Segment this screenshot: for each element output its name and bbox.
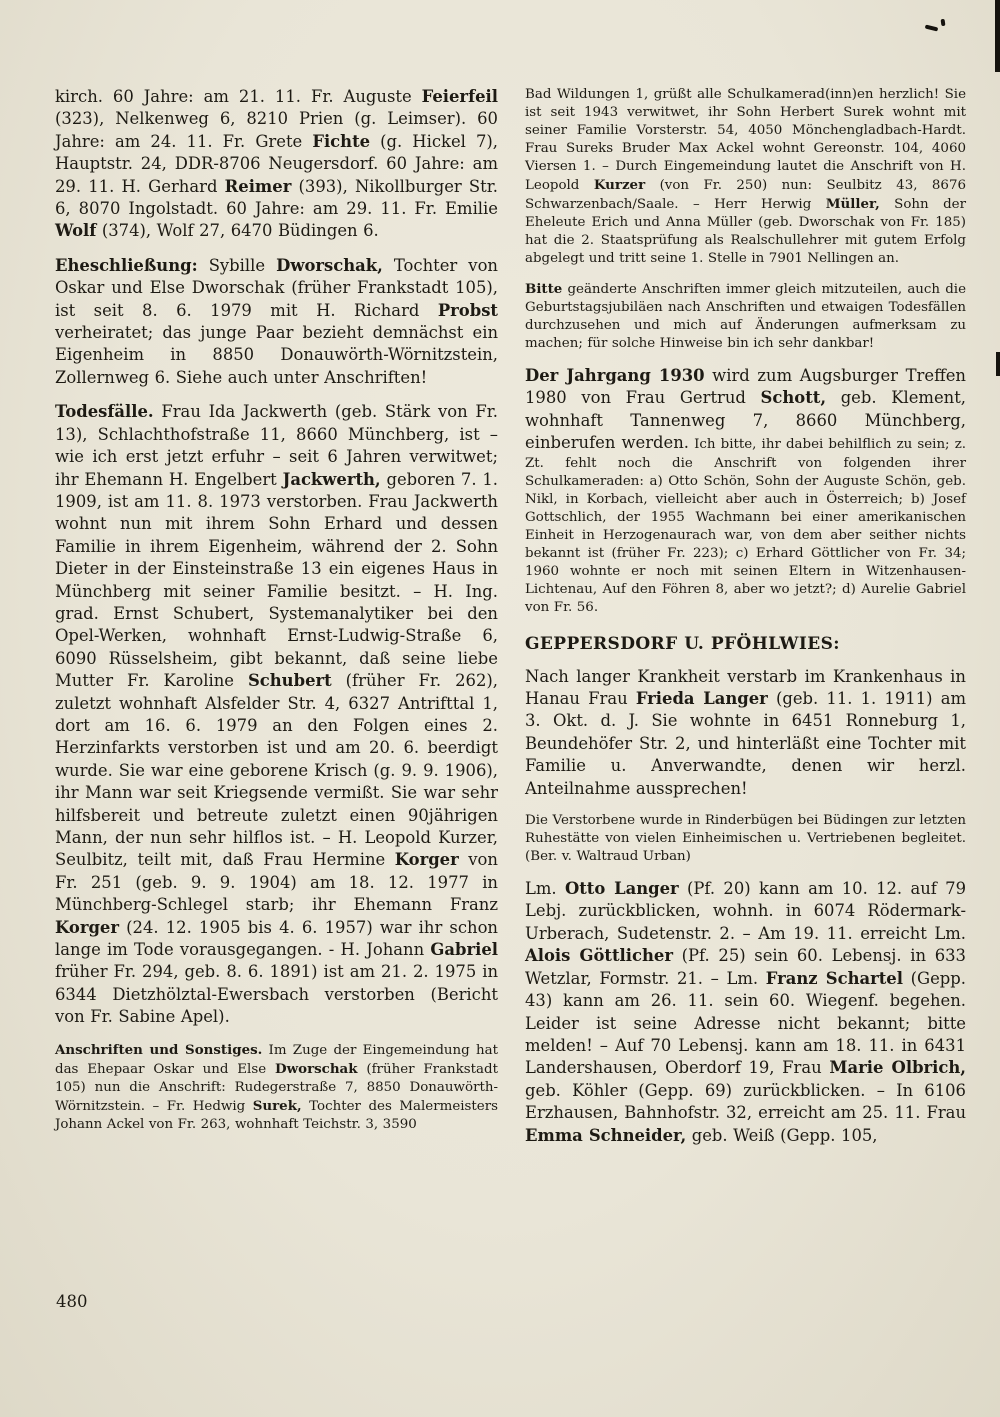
- text-run: Tochter von Oskar und Else Dworschak (früher Frankstadt 105), ist seit 8. 6. 1979 mit H. Richard: [55, 255, 498, 320]
- scan-artifact: [995, 0, 1000, 72]
- right-column: [525, 86, 966, 1159]
- text-run: (g. Hickel 7), Hauptstr. 24, DDR-8706 Neugersdorf. 60 Jahre: am 29. 11. H. Gerhard: [55, 131, 498, 196]
- text-run: Ich bitte, ihr dabei behilflich zu sein; z. Zt. fehlt noch die Anschrift von folgenden ihrer Schulkameraden: a) Otto Schön, Sohn der Auguste Schön, geb. Nikl, in Korbach, vielleicht aber auch in Österreich; b) Josef Gottschlich, der 1955 Wachmann bei einer amerikanischen Einheit in Herzogenaurach war, von dem aber seither nichts bekannt ist (früher Fr. 223); c) Erhard Göttlicher von Fr. 34; 1960 wohnte er noch mit seinen Eltern in Witzenhausen-Lichtenau, Auf den Föhren 8, aber wo jetzt?; d) Aurelie Gabriel von Fr. 56.: [525, 437, 967, 615]
- text-run: (24. 12. 1905 bis 4. 6. 1957) war ihr schon lange im Tode vorausgegangen. - H. Johann: [55, 917, 498, 960]
- text-run: Todesfälle.: [55, 402, 154, 422]
- text-run: geänderte Anschriften immer gleich mitzuteilen, auch die Geburtstagsjubiläen nach Anschriften und etwaigen Todesfällen durchzusehen und mich auf Änderungen aufmerksam zu machen; für solche Hinweise bin ich sehr dankbar!: [525, 282, 966, 351]
- text-run: Tochter des Malermeisters Johann Ackel von Fr. 263, wohnhaft Teichstr. 3, 3590: [55, 1098, 498, 1132]
- addresses-paragraph: [55, 1041, 498, 1134]
- text-run: (Gepp. 43) kann am 26. 11. sein 60. Wiegenf. begehen. Leider ist seine Adresse nicht bekannt; bitte melden! – Auf 70 Lebensj. kann am 18. 11. in 6431 Landershausen, Oberdorf 19, Frau: [525, 968, 966, 1078]
- text-run: Gabriel: [430, 940, 498, 960]
- text-run: Schubert: [247, 671, 332, 691]
- text-run: geb. Weiß (Gepp. 105,: [686, 1125, 878, 1145]
- text-run: Müller,: [825, 196, 880, 212]
- text-run: Jackwerth,: [282, 469, 381, 489]
- text-run: Dworschak: [275, 1060, 358, 1077]
- text-run: Korger: [394, 850, 459, 870]
- text-run: Feierfeil: [421, 87, 498, 106]
- text-run: Korger: [55, 917, 119, 937]
- funeral-note-paragraph: [525, 812, 966, 866]
- text-run: Wolf: [55, 221, 97, 241]
- text-run: früher Fr. 294, geb. 8. 6. 1891) ist am 21. 2. 1975 in 6344 Dietzhölztal-Ewersbach verstorben (Bericht von Fr. Sabine Apel).: [55, 962, 498, 1027]
- text-run: Emma Schneider,: [525, 1125, 687, 1145]
- jahrgang-1930-paragraph: [525, 365, 966, 617]
- text-run: Lm.: [525, 879, 565, 899]
- text-run: geb. Klement, wohnhaft Tannenweg 7, 8660 Münchberg, einberufen werden.: [525, 388, 966, 453]
- text-run: Eheschließung:: [55, 255, 198, 275]
- section-heading-geppersdorf: [525, 633, 966, 655]
- text-run: (geb. 11. 1. 1911) am 3. Okt. d. J. Sie wohnte in 6451 Ronneburg 1, Beundehöfer Str. 2, und hinterläßt eine Tochter mit Familie u. Anverwandte, denen wir herzl. Anteilnahme aussprechen!: [525, 689, 967, 798]
- text-columns: [55, 86, 966, 1159]
- deaths-paragraph: [55, 401, 498, 1028]
- text-run: Bitte: [525, 281, 563, 297]
- scan-artifact: [941, 19, 946, 26]
- scan-artifact: [996, 352, 1000, 376]
- scan-artifact: [925, 24, 939, 31]
- text-run: geboren 7. 1. 1909, ist am 11. 8. 1973 verstorben. Frau Jackwerth wohnt nun mit ihrem Sohn Erhard und dessen Familie in ihrem Eigenheim, während der 2. Sohn Dieter in der Einsteinstraße 13 ein eigenes Haus in Münchberg mit seiner Familie besitzt. – H. Ing. grad. Ernst Schubert, Systemanalytiker bei den Opel-Werken, wohnhaft Ernst-Ludwig-Straße 6, 6090 Rüsselsheim, gibt bekannt, daß seine liebe Mutter Fr. Karoline: [55, 469, 498, 691]
- text-run: wird zum Augsburger Treffen 1980 von Frau Gertrud: [525, 366, 966, 408]
- text-run: (früher Fr. 262), zuletzt wohnhaft Alsfelder Str. 4, 6327 Antrifttal 1, dort am 16. 6. 1979 an den Folgen eines 2. Herzinfarkts verstorben ist und am 20. 6. beerdigt wurde. Sie war eine geborene Krisch (g. 9. 9. 1906), ihr Mann war seit Kriegsende vermißt. Sie war sehr hilfsbereit und betreute zuletzt einen 90jährigen Mann, der nun sehr hilflos ist. – H. Leopold Kurzer, Seulbitz, teilt mit, daß Frau Hermine: [55, 671, 498, 870]
- text-run: Sybille: [197, 255, 277, 275]
- text-run: (374), Wolf 27, 6470 Büdingen 6.: [96, 221, 379, 241]
- text-run: Bad Wildungen 1, grüßt alle Schulkamerad(inn)en herzlich! Sie ist seit 1943 verwitwet, ihr Sohn Herbert Surek wohnt mit seiner Familie Vorsterstr. 54, 4050 Mönchengladbach-Hardt. Frau Sureks Bruder Max Ackel wohnt Gereonstr. 104, 4060 Viersen 1. – Durch Eingemeindung lautet die Anschrift von H. Leopold: [525, 87, 966, 193]
- text-run: Schott,: [760, 388, 827, 408]
- text-run: Probst: [437, 300, 498, 320]
- left-column: [55, 86, 498, 1146]
- text-run: Franz Schartel: [765, 968, 903, 988]
- text-run: Anschriften und Sonstiges.: [55, 1041, 263, 1058]
- text-run: (323), Nelkenweg 6, 8210 Prien (g. Leimser). 60 Jahre: am 24. 11. Fr. Grete: [55, 109, 498, 151]
- text-run: (von Fr. 250) nun: Seulbitz 43, 8676 Schwarzenbach/Saale. – Herr Herwig: [525, 178, 966, 212]
- birthday-notices-paragraph: [55, 86, 498, 243]
- text-run: Dworschak,: [276, 255, 383, 275]
- text-run: Im Zuge der Eingemeindung hat das Ehepaar Oskar und Else: [55, 1042, 498, 1077]
- addresses-continued-paragraph: [525, 86, 966, 268]
- obituary-paragraph: [525, 666, 966, 800]
- marriage-paragraph: [55, 255, 498, 389]
- text-run: Otto Langer: [564, 879, 679, 899]
- request-paragraph: [525, 280, 966, 353]
- text-run: Der Jahrgang 1930: [525, 366, 705, 385]
- text-run: (früher Frankstadt 105) nun die Anschrift: Rudegerstraße 7, 8850 Donauwörth-Wörnitzstein. – Fr. Hedwig: [55, 1061, 498, 1114]
- text-run: (393), Nikollburger Str. 6, 8070 Ingolstadt. 60 Jahre: am 29. 11. Fr. Emilie: [55, 176, 498, 219]
- text-run: verheiratet; das junge Paar bezieht demnächst ein Eigenheim in 8850 Donauwörth-Wörnitzstein, Zollernweg 6. Siehe auch unter Anschriften!: [55, 323, 498, 387]
- text-run: GEPPERSDORF U. PFÖHLWIES:: [525, 633, 840, 654]
- text-run: Fichte: [312, 131, 371, 151]
- text-run: Nach langer Krankheit verstarb im Krankenhaus in Hanau Frau: [525, 666, 966, 709]
- text-run: von Fr. 251 (geb. 9. 9. 1904) am 18. 12. 1977 in Münchberg-Schlegel starb; ihr Ehemann Franz: [55, 850, 498, 915]
- text-run: geb. Köhler (Gepp. 69) zurückblicken. – In 6106 Erzhausen, Bahnhofstr. 32, erreicht am 25. 11. Frau: [525, 1080, 966, 1123]
- jubilees-paragraph: [525, 878, 966, 1147]
- text-run: Die Verstorbene wurde in Rinderbügen bei Büdingen zur letzten Ruhestätte von vielen Einheimischen u. Vertriebenen begleitet. (Ber. v. Waltraud Urban): [525, 813, 966, 865]
- text-run: kirch. 60 Jahre: am 21. 11. Fr. Auguste: [55, 87, 422, 106]
- text-run: Marie Olbrich,: [829, 1058, 966, 1078]
- page-number: 480: [56, 1292, 88, 1311]
- text-run: Sohn der Eheleute Erich und Anna Müller (geb. Dworschak von Fr. 185) hat die 2. Staatsprüfung als Realschullehrer mit gutem Erfolg abgelegt und tritt seine 1. Stelle in 7901 Nellingen an.: [525, 197, 966, 266]
- text-run: Surek,: [252, 1097, 302, 1114]
- text-run: Alois Göttlicher: [525, 946, 673, 966]
- text-run: Kurzer: [593, 177, 646, 193]
- text-run: (Pf. 25) sein 60. Lebensj. in 633 Wetzlar, Formstr. 21. – Lm.: [525, 946, 966, 988]
- text-run: (Pf. 20) kann am 10. 12. auf 79 Lebj. zurückblicken, wohnh. in 6074 Rödermark-Urberach, Sudetenstr. 2. – Am 19. 11. erreicht Lm.: [525, 879, 967, 943]
- text-run: Frau Ida Jackwerth (geb. Stärk von Fr. 13), Schlachthofstraße 11, 8660 Münchberg, ist – wie ich erst jetzt erfuhr – seit 6 Jahren verwitwet; ihr Ehemann H. Engelbert: [55, 402, 498, 489]
- text-run: Reimer: [224, 176, 292, 196]
- text-run: Frieda Langer: [635, 689, 768, 709]
